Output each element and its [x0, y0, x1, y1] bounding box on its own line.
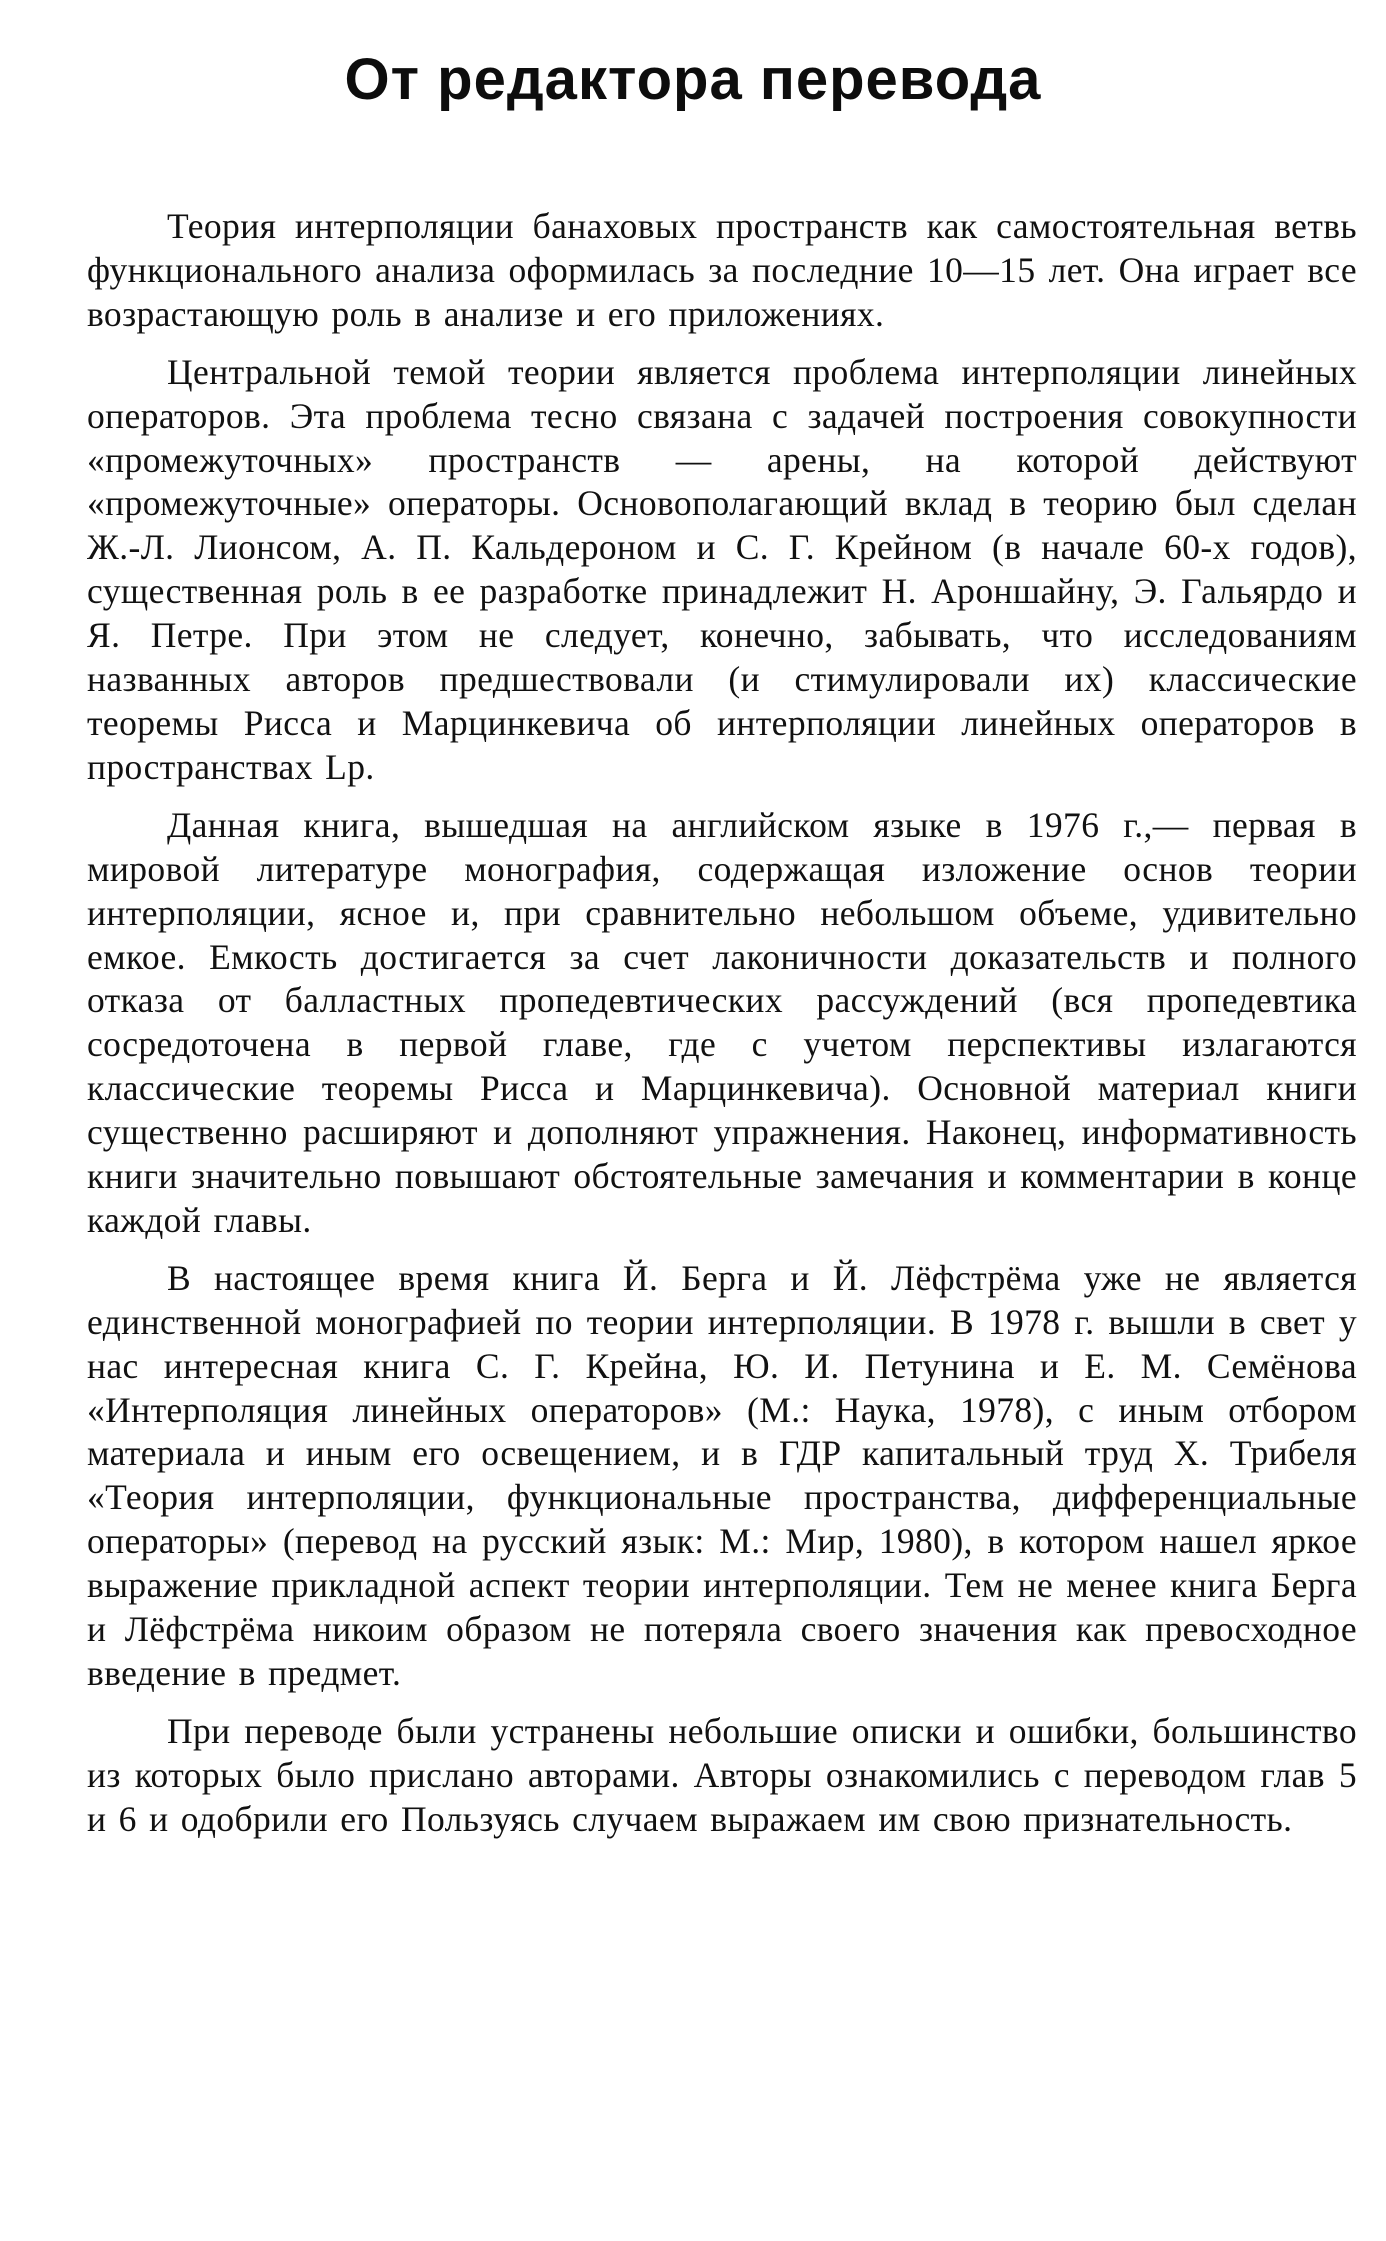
- paragraph-3: Данная книга, вышедшая на английском языке в 1976 г.,— первая в мировой литературе монография, содержащая изложение основ теории интерполяции, ясное и, при сравнительно небольшом объеме, удивительно емкое. Емкость достигается за счет лаконичности доказательств и полного отказа от балластных пропедевтических рассуждений (вся пропедевтика сосредоточена в первой главе, где с учетом перспективы излагаются классические теоремы Рисса и Марцинкевича). Основной материал книги существенно расширяют и дополняют упражнения. Наконец, информативность книги значительно повышают обстоятельные замечания и комментарии в конце каждой главы.: [87, 804, 1357, 1240]
- body-text: [87, 205, 1357, 1842]
- paragraph-5: При переводе были устранены небольшие описки и ошибки, большинство из которых было прислано авторами. Авторы ознакомились с переводом глав 5 и 6 и одобрили его Пользуясь случаем выражаем им свою признательность.: [87, 1710, 1357, 1839]
- paragraph-4: В настоящее время книга Й. Берга и Й. Лёфстрёма уже не является единственной монографией по теории интерполяции. В 1978 г. вышли в свет у нас интересная книга С. Г. Крейна, Ю. И. Петунина и Е. М. Семёнова «Интерполяция линейных операторов» (М.: Наука, 1978), с иным отбором материала и иным его освещением, и в ГДР капитальный труд Х. Трибеля «Теория интерполяции, функциональные пространства, дифференциальные операторы» (перевод на русский язык: М.: Мир, 1980), в котором нашел яркое выражение прикладной аспект теории интерполяции. Тем не менее книга Берга и Лёфстрёма никоим образом не потеряла своего значения как превосходное введение в предмет.: [87, 1257, 1357, 1693]
- paragraph-2: Центральной темой теории является проблема интерполяции линейных операторов. Эта проблема тесно связана с задачей построения совокупности «промежуточных» пространств — арены, на которой действуют «промежуточные» операторы. Основополагающий вклад в теорию был сделан Ж.-Л. Лионсом, А. П. Кальдероном и С. Г. Крейном (в начале 60-х годов), существенная роль в ее разработке принадлежит Н. Ароншайну, Э. Гальярдо и Я. Петре. При этом не следует, конечно, забывать, что исследованиям названных авторов предшествовали (и стимулировали их) классические теоремы Рисса и Марцинкевича об интерполяции линейных операторов в пространствах Lp.: [87, 351, 1357, 787]
- page-title: От редактора перевода: [344, 47, 1042, 112]
- paragraph-1: Теория интерполяции банаховых пространств как самостоятельная ветвь функционального анализа оформилась за последние 10—15 лет. Она играет все возрастающую роль в анализе и его приложениях.: [87, 206, 1357, 334]
